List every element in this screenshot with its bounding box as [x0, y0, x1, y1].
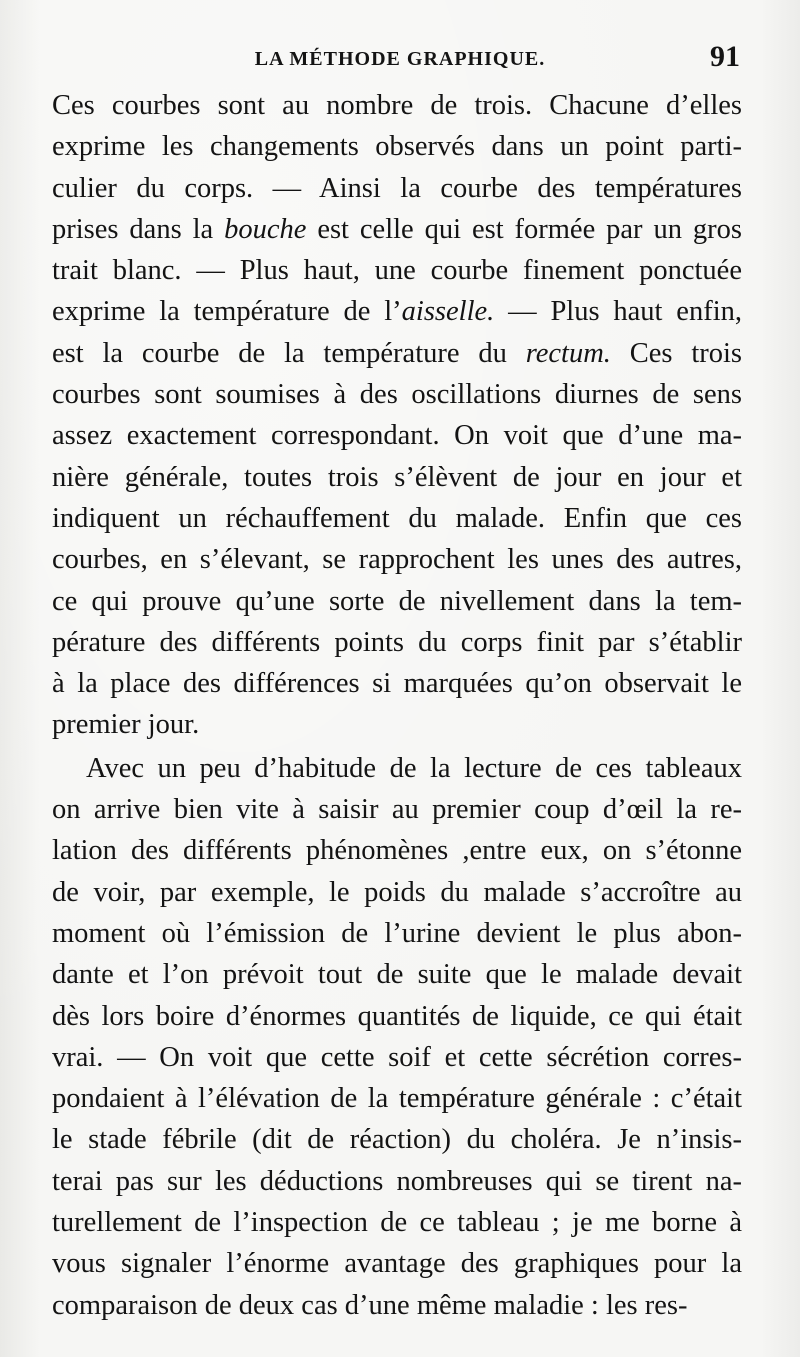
text-line: lation des différents phénomènes ,entre eux, on s’étonne [52, 835, 742, 867]
page-number: 91 [710, 40, 740, 73]
italic-text: aisselle. [401, 296, 495, 328]
text-line: moment où l’émission de l’urine devient le plus abon- [52, 917, 742, 949]
text-line: dès lors boire d’énormes quantités de liquide, ce qui était [52, 1000, 742, 1032]
text-line: de voir, par exemple, le poids du malade s’accroître au [52, 876, 742, 908]
text-line: culier du corps. — Ainsi la courbe des températures [52, 172, 742, 204]
text-line: courbes, en s’élevant, se rapprochent les unes des autres, [52, 544, 742, 576]
text-line [52, 333, 742, 374]
text-segment: — Plus haut enfin, [494, 296, 742, 328]
text-line [52, 291, 742, 332]
text-line: premier jour. [52, 709, 200, 741]
page-header [0, 36, 800, 86]
paragraph [52, 85, 742, 746]
paragraph [52, 748, 742, 1326]
text-line: le stade fébrile (dit de réaction) du choléra. Je n’insis- [52, 1124, 742, 1156]
italic-text: bouche [224, 213, 307, 245]
text-segment: exprime la température de l’ [52, 296, 402, 328]
text-line: exprime les changements observés dans un point parti- [52, 131, 742, 163]
text-segment: prises dans la [52, 213, 225, 245]
text-segment: est la courbe de la température du [52, 337, 526, 369]
text-line: pondaient à l’élévation de la température générale : c’était [52, 1083, 742, 1115]
text-segment: Ces trois [610, 337, 742, 369]
text-line: comparaison de deux cas d’une même maladie : les res- [52, 1289, 688, 1321]
italic-text: rectum. [525, 337, 611, 369]
text-line: indiquent un réchauffement du malade. Enfin que ces [52, 502, 742, 534]
text-line: vous signaler l’énorme avantage des graphiques pour la [52, 1248, 742, 1280]
text-segment: est celle qui est formée par un gros [306, 213, 742, 245]
text-line: Ces courbes sont au nombre de trois. Chacune d’elles [52, 90, 742, 121]
text-line: Avec un peu d’habitude de la lecture de ces tableaux [86, 752, 742, 784]
text-line: turellement de l’inspection de ce tableau ; je me borne à [52, 1207, 742, 1239]
text-line: trait blanc. — Plus haut, une courbe finement ponctuée [52, 255, 742, 287]
text-line: terai pas sur les déductions nombreuses qui se tirent na- [52, 1165, 742, 1197]
running-head: LA MÉTHODE GRAPHIQUE. [254, 48, 546, 70]
text-line: on arrive bien vite à saisir au premier coup d’œil la re- [52, 794, 742, 826]
text-line: assez exactement correspondant. On voit que d’une ma- [52, 420, 742, 452]
text-line: dante et l’on prévoit tout de suite que le malade devait [52, 959, 742, 991]
text-line: vrai. — On voit que cette soif et cette sécrétion corres- [52, 1041, 742, 1073]
text-line: courbes sont soumises à des oscillations diurnes de sens [52, 379, 742, 411]
body-text [52, 85, 742, 1326]
text-line: ce qui prouve qu’une sorte de nivellement dans la tem- [52, 585, 742, 617]
text-line [52, 209, 742, 250]
text-line: pérature des différents points du corps finit par s’établir [52, 626, 742, 658]
text-line: à la place des différences si marquées qu’on observait le [52, 668, 742, 700]
text-line: nière générale, toutes trois s’élèvent de jour en jour et [52, 461, 742, 493]
